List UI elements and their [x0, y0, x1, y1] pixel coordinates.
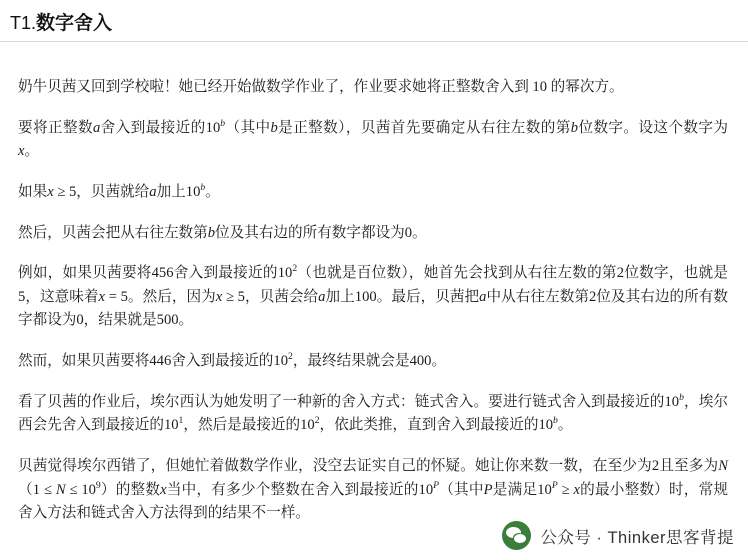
math-base: 10 — [664, 393, 680, 410]
text-run: ≥ — [557, 481, 574, 498]
text-run: 是正整数），贝茜首先要确定从右往左数的第 — [277, 119, 571, 136]
math-power — [186, 181, 205, 205]
math-variable: P — [483, 481, 493, 498]
math-base: 10 — [81, 481, 96, 498]
math-power — [81, 479, 100, 503]
text-run: ≥ 5，贝茜就给 — [53, 183, 150, 200]
paragraph — [18, 181, 728, 205]
math-power — [419, 479, 439, 503]
math-exponent: b — [220, 117, 226, 129]
text-run: 例如，如果贝茜要将456舍入到最接近的 — [18, 265, 278, 282]
math-exponent: 9 — [95, 479, 101, 491]
text-run: 加上 — [156, 183, 186, 200]
text-run: ，然后是最接近的 — [183, 417, 301, 434]
math-exponent: 2 — [288, 351, 293, 363]
text-run: 是满足 — [492, 481, 538, 498]
math-base: 10 — [537, 481, 552, 498]
math-exponent: 1 — [178, 415, 184, 427]
math-variable: x — [18, 143, 25, 160]
text-run: 然后，贝茜会把从右往左数第 — [18, 224, 208, 241]
math-base: 10 — [163, 417, 179, 434]
paragraph — [18, 262, 728, 333]
math-base: 10 — [418, 481, 434, 498]
footer-brand — [502, 521, 734, 550]
math-base: 10 — [538, 417, 554, 434]
paragraph — [18, 76, 728, 100]
text-run: = 5。然后，因为 — [105, 288, 216, 305]
page-title-prefix: T1. — [10, 13, 37, 33]
paragraph — [18, 117, 728, 164]
paragraph — [18, 455, 728, 526]
text-run: 。 — [205, 183, 220, 200]
text-run: ≥ 5，贝茜会给 — [222, 288, 319, 305]
page-title — [10, 8, 112, 35]
math-variable: b — [570, 119, 579, 136]
math-exponent: 2 — [292, 263, 298, 275]
math-base: 10 — [300, 417, 315, 434]
math-power — [537, 479, 557, 503]
text-run: （其中 — [439, 481, 484, 498]
math-power — [538, 414, 557, 438]
text-run: 贝茜觉得埃尔西错了，但她忙着做数学作业，没空去证实自己的怀疑。她让你来数一数，在至少为2且至多为 — [18, 458, 719, 475]
text-run: （1 ≤ — [18, 481, 56, 498]
math-base: 10 — [273, 353, 288, 370]
math-variable: N — [718, 458, 728, 475]
text-run: 要将正整数 — [18, 119, 93, 136]
math-variable: a — [479, 288, 487, 305]
text-run: 加上100。最后，贝茜把 — [325, 288, 480, 305]
math-base: 10 — [277, 265, 293, 282]
math-power — [273, 350, 292, 374]
math-power — [164, 414, 183, 438]
math-exponent: b — [679, 391, 684, 403]
text-run: 的最小整数）时，常规舍入方法和链式舍入方法得到的结果不一样。 — [18, 481, 728, 522]
math-variable: x — [573, 481, 580, 498]
page-title-main: 数字舍入 — [36, 13, 113, 34]
text-run: ，埃尔西会先舍入到最接近的 — [18, 393, 728, 434]
math-exponent: b — [553, 415, 558, 427]
text-run: 。 — [24, 143, 40, 160]
text-run: 奶牛贝茜又回到学校啦！她已经开始做数学作业了，作业要求她将正整数舍入到 10 的幂次方。 — [18, 79, 624, 95]
title-divider — [0, 41, 748, 42]
math-base: 10 — [205, 119, 221, 136]
math-variable: a — [92, 119, 101, 136]
math-variable: N — [55, 481, 66, 498]
paragraph — [18, 350, 728, 374]
text-run: 如果 — [18, 183, 48, 200]
text-run: 位及其右边的所有数字都设为0。 — [215, 224, 427, 241]
text-run: ≤ — [65, 481, 82, 498]
text-run: 舍入到最接近的 — [100, 119, 206, 136]
math-variable: b — [270, 119, 278, 136]
math-exponent: P — [433, 479, 440, 491]
math-variable: x — [47, 183, 54, 200]
brand-label: 公众号 · Thinker思客背提 — [540, 528, 734, 547]
math-power — [665, 391, 684, 415]
text-run: （也就是百位数），她首先会找到从右往左数的第2位数字，也就是5，这意味着 — [18, 265, 728, 305]
text-run: 位数字。设这个数字为 — [578, 119, 728, 136]
math-variable: x — [215, 288, 223, 305]
math-variable: x — [160, 481, 167, 498]
text-run: 中从右往左数第2位及其右边的所有数字都设为0，结果就是500。 — [18, 288, 728, 329]
math-power — [278, 262, 297, 286]
math-exponent: 2 — [314, 415, 320, 427]
math-variable: b — [207, 224, 216, 241]
wechat-icon — [502, 521, 531, 550]
math-exponent: P — [551, 479, 558, 491]
paragraph — [18, 222, 728, 246]
paragraph — [18, 391, 728, 438]
text-run: 。 — [557, 417, 573, 434]
text-run: ，最终结果就会是400。 — [292, 353, 447, 370]
math-variable: a — [149, 183, 157, 200]
text-run: 然而，如果贝茜要将446舍入到最接近的 — [18, 353, 274, 370]
math-power — [206, 117, 225, 141]
text-run: ）的整数 — [100, 481, 161, 498]
text-run: 看了贝茜的作业后，埃尔西认为她发明了一种新的舍入方式：链式舍入。要进行链式舍入到最接近的 — [18, 393, 665, 410]
math-base: 10 — [185, 183, 201, 200]
math-variable: a — [318, 288, 326, 305]
text-run: ，依此类推，直到舍入到最接近的 — [319, 417, 539, 434]
math-variable: x — [98, 288, 106, 305]
text-run: 当中，有多少个整数在舍入到最接近的 — [166, 481, 419, 498]
math-power — [300, 414, 319, 438]
math-exponent: b — [200, 182, 206, 194]
document-body — [18, 76, 728, 543]
text-run: （其中 — [225, 119, 271, 136]
